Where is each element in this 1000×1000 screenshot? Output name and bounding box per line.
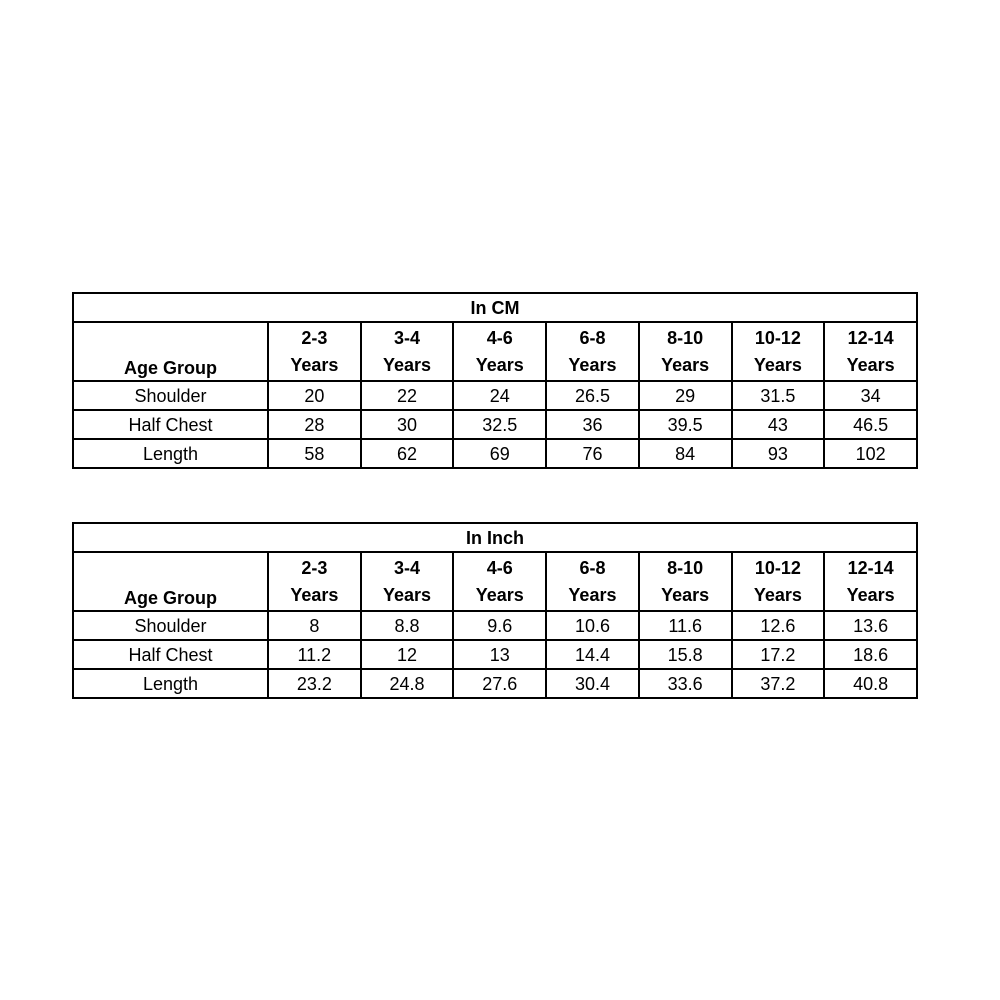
table-cell: 9.6	[453, 611, 546, 640]
table-cell: 12.6	[732, 611, 825, 640]
table-cell: 11.6	[639, 611, 732, 640]
row-label: Length	[73, 669, 268, 698]
table-row	[73, 640, 917, 669]
age-unit: Years	[753, 354, 802, 375]
table-cell: 18.6	[824, 640, 917, 669]
age-unit: Years	[753, 584, 802, 605]
table-cell: 102	[824, 439, 917, 468]
table-cell: 39.5	[639, 410, 732, 439]
age-range: 6-8	[579, 557, 606, 578]
column-header	[546, 552, 639, 611]
table-cell: 28	[268, 410, 361, 439]
table-cell: 17.2	[732, 640, 825, 669]
table-cell: 23.2	[268, 669, 361, 698]
table-cell: 11.2	[268, 640, 361, 669]
age-unit: Years	[290, 584, 339, 605]
table-row	[73, 611, 917, 640]
age-group-label: Age Group	[73, 322, 268, 381]
table-row	[73, 669, 917, 698]
age-range: 12-14	[847, 557, 894, 578]
table-cell: 13	[453, 640, 546, 669]
table-cell: 8.8	[361, 611, 454, 640]
table-cell: 37.2	[732, 669, 825, 698]
age-unit: Years	[383, 584, 432, 605]
table-cell: 69	[453, 439, 546, 468]
age-unit: Years	[475, 354, 524, 375]
table-cell: 43	[732, 410, 825, 439]
age-range: 3-4	[394, 327, 421, 348]
table-cell: 93	[732, 439, 825, 468]
column-header	[639, 322, 732, 381]
age-unit: Years	[290, 354, 339, 375]
age-range: 4-6	[486, 557, 513, 578]
table-cell: 32.5	[453, 410, 546, 439]
table-cell: 24	[453, 381, 546, 410]
table-cell: 22	[361, 381, 454, 410]
column-header	[732, 552, 825, 611]
age-range: 2-3	[301, 557, 328, 578]
column-header	[268, 322, 361, 381]
table-cell: 27.6	[453, 669, 546, 698]
table-header-row	[73, 322, 917, 381]
table-cell: 36	[546, 410, 639, 439]
table-row	[73, 381, 917, 410]
age-range: 10-12	[754, 327, 801, 348]
column-header	[546, 322, 639, 381]
table-cell: 46.5	[824, 410, 917, 439]
table-row	[73, 410, 917, 439]
table-cell: 15.8	[639, 640, 732, 669]
age-unit: Years	[568, 584, 617, 605]
age-unit: Years	[383, 354, 432, 375]
age-range: 10-12	[754, 557, 801, 578]
table-row	[73, 439, 917, 468]
table-cell: 34	[824, 381, 917, 410]
table-cell: 62	[361, 439, 454, 468]
age-range: 3-4	[394, 557, 421, 578]
column-header	[453, 322, 546, 381]
age-unit: Years	[661, 354, 710, 375]
row-label: Length	[73, 439, 268, 468]
row-label: Shoulder	[73, 611, 268, 640]
table-cell: 76	[546, 439, 639, 468]
table-cell: 84	[639, 439, 732, 468]
age-range: 8-10	[667, 327, 704, 348]
column-header	[268, 552, 361, 611]
row-label: Shoulder	[73, 381, 268, 410]
column-header	[732, 322, 825, 381]
size-chart-cm-table	[72, 292, 918, 469]
table-title: In CM	[73, 293, 917, 322]
table-cell: 14.4	[546, 640, 639, 669]
table-cell: 30	[361, 410, 454, 439]
column-header	[824, 552, 917, 611]
table-cell: 13.6	[824, 611, 917, 640]
column-header	[361, 552, 454, 611]
table-cell: 31.5	[732, 381, 825, 410]
table-header-row	[73, 552, 917, 611]
table-cell: 26.5	[546, 381, 639, 410]
table-cell: 10.6	[546, 611, 639, 640]
age-unit: Years	[475, 584, 524, 605]
column-header	[639, 552, 732, 611]
table-cell: 24.8	[361, 669, 454, 698]
table-cell: 30.4	[546, 669, 639, 698]
table-cell: 40.8	[824, 669, 917, 698]
table-cell: 29	[639, 381, 732, 410]
row-label: Half Chest	[73, 640, 268, 669]
column-header	[453, 552, 546, 611]
age-unit: Years	[661, 584, 710, 605]
age-range: 6-8	[579, 327, 606, 348]
column-header	[824, 322, 917, 381]
row-label: Half Chest	[73, 410, 268, 439]
table-title-row	[73, 293, 917, 322]
table-cell: 8	[268, 611, 361, 640]
table-cell: 58	[268, 439, 361, 468]
age-range: 4-6	[486, 327, 513, 348]
table-cell: 12	[361, 640, 454, 669]
table-title-row	[73, 523, 917, 552]
table-cell: 20	[268, 381, 361, 410]
table-cell: 33.6	[639, 669, 732, 698]
age-unit: Years	[846, 354, 895, 375]
table-title: In Inch	[73, 523, 917, 552]
age-unit: Years	[568, 354, 617, 375]
age-group-label: Age Group	[73, 552, 268, 611]
age-range: 12-14	[847, 327, 894, 348]
age-unit: Years	[846, 584, 895, 605]
column-header	[361, 322, 454, 381]
age-range: 8-10	[667, 557, 704, 578]
size-chart-inch-table	[72, 522, 918, 699]
age-range: 2-3	[301, 327, 328, 348]
